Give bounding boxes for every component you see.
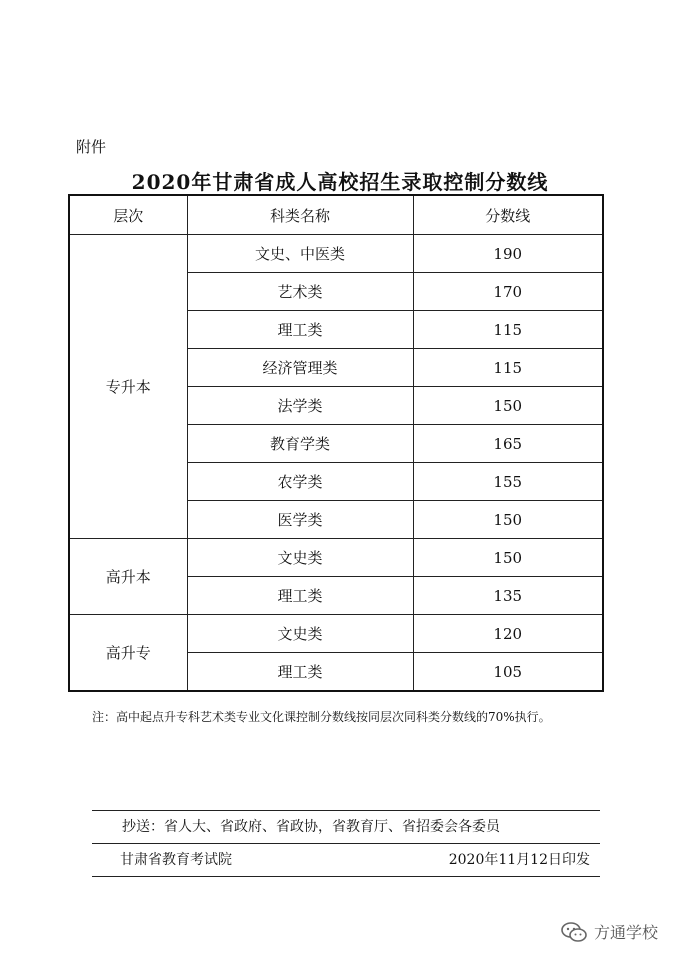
score-cell: 115 [413, 311, 603, 349]
header-score: 分数线 [413, 195, 603, 235]
category-cell: 经济管理类 [187, 349, 413, 387]
issue-line [92, 844, 600, 876]
level-cell: 高升本 [69, 539, 187, 615]
category-cell: 理工类 [187, 653, 413, 692]
category-cell: 法学类 [187, 387, 413, 425]
category-cell: 医学类 [187, 501, 413, 539]
level-cell: 专升本 [69, 235, 187, 539]
category-cell: 文史类 [187, 615, 413, 653]
document-title: 2020年甘肃省成人高校招生录取控制分数线 [131, 170, 549, 194]
cc-line: 抄送：省人大、省政府、省政协，省教育厅、省招委会各委员 [92, 811, 600, 844]
wechat-icon [560, 921, 588, 943]
issue-date: 2020年11月12日印发 [448, 852, 590, 868]
score-cell: 155 [413, 463, 603, 501]
document-footer [92, 810, 600, 877]
score-cell: 150 [413, 501, 603, 539]
issuer: 甘肃省教育考试院 [120, 852, 232, 868]
score-cell: 165 [413, 425, 603, 463]
watermark-text: 方通学校 [593, 923, 658, 942]
category-cell: 理工类 [187, 577, 413, 615]
score-cell: 190 [413, 235, 603, 273]
score-cell: 150 [413, 539, 603, 577]
header-category: 科类名称 [187, 195, 413, 235]
score-cell: 150 [413, 387, 603, 425]
level-cell: 高升专 [69, 615, 187, 692]
score-cell: 115 [413, 349, 603, 387]
score-cell: 105 [413, 653, 603, 692]
table-row [69, 235, 603, 273]
score-table [68, 194, 604, 692]
table-note: 注：高中起点升专科艺术类专业文化课控制分数线按同层次同科类分数线的70%执行。 [92, 710, 551, 724]
table-row [69, 539, 603, 577]
category-cell: 文史类 [187, 539, 413, 577]
attachment-label: 附件 [76, 138, 107, 156]
category-cell: 理工类 [187, 311, 413, 349]
header-level: 层次 [69, 195, 187, 235]
score-cell: 120 [413, 615, 603, 653]
category-cell: 农学类 [187, 463, 413, 501]
score-cell: 170 [413, 273, 603, 311]
category-cell: 艺术类 [187, 273, 413, 311]
score-cell: 135 [413, 577, 603, 615]
table-header-row [69, 195, 603, 235]
category-cell: 教育学类 [187, 425, 413, 463]
table-row [69, 615, 603, 653]
category-cell: 文史、中医类 [187, 235, 413, 273]
watermark [560, 920, 658, 943]
